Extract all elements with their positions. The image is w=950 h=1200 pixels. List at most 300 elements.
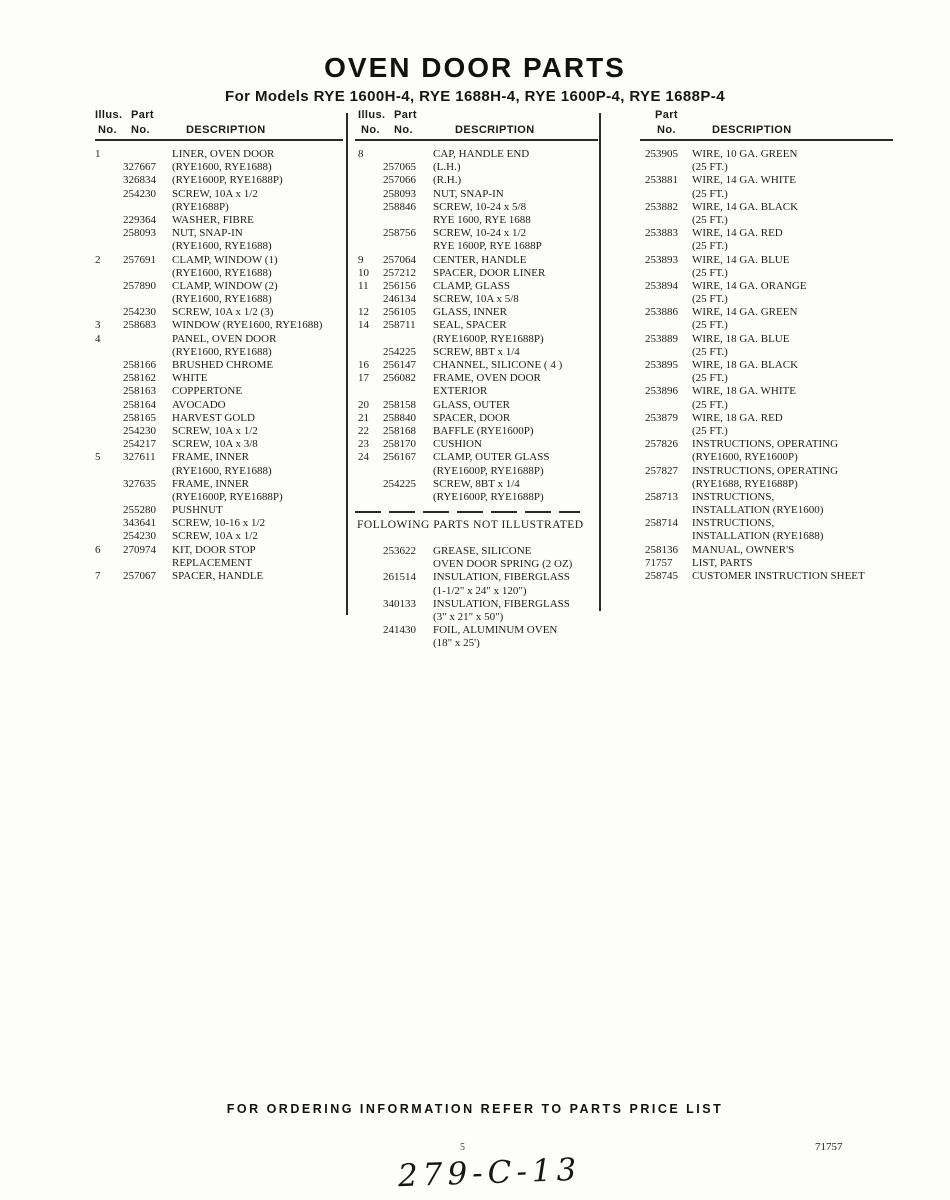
col2-header-rule [355,139,598,141]
parts-row [645,333,893,346]
illus-cell: 17 [358,372,369,385]
desc-cell: SCREW, 10A x 5/8 [433,293,519,306]
illus-cell: 11 [358,279,369,292]
illus-cell [95,517,123,530]
part-cell: 253882 [645,200,678,213]
desc-cell: GREASE, SILICONE [433,545,532,557]
desc-cell: GLASS, INNER [433,306,507,319]
illus-cell [358,333,383,346]
desc-cell: BRUSHED CHROME [172,359,274,371]
parts-row [95,425,345,438]
parts-row [645,306,893,319]
parts-row [95,319,345,332]
part-cell [645,425,692,438]
desc-cell: (3" x 21" x 50") [433,610,504,623]
parts-row [358,412,596,425]
illus-cell [95,201,123,214]
desc-cell: CENTER, HANDLE [433,253,527,266]
illus-cell [358,201,383,214]
part-cell: 258158 [383,398,416,411]
col1-description-label: DESCRIPTION [186,124,266,136]
part-cell [123,201,172,214]
part-cell: 254230 [123,424,156,437]
illus-cell [95,372,123,385]
part-cell [383,465,433,478]
parts-row [358,306,596,319]
parts-row [95,465,345,478]
desc-cell: (25 FT.) [692,424,728,437]
part-cell [645,319,692,332]
parts-row [645,214,893,227]
desc-cell: SCREW, 10-16 x 1/2 [172,517,266,530]
parts-row [358,624,596,637]
part-cell: 241430 [383,624,416,637]
desc-cell: NUT, SNAP-IN [172,227,243,240]
part-cell: 257065 [383,161,416,174]
illus-cell [95,346,123,359]
page-subtitle: For Models RYE 1600H-4, RYE 1688H-4, RYE 1600P-4, RYE 1688P-4 [225,88,725,105]
desc-cell: SCREW, 10A x 1/2 (3) [172,306,274,319]
parts-row [645,174,893,187]
part-cell: 258713 [645,490,678,503]
illus-cell [358,188,383,201]
parts-row [645,201,893,214]
parts-row [645,148,893,161]
illus-cell [358,465,383,478]
desc-cell: PUSHNUT [172,504,223,517]
illus-cell [358,214,383,227]
desc-cell: INSULATION, FIBERGLASS [433,571,570,584]
parts-row [95,530,345,543]
part-cell [383,385,433,398]
part-cell: 258166 [123,359,156,371]
parts-row [358,451,596,464]
illus-cell: 7 [95,570,101,582]
part-cell: 254230 [123,187,156,200]
parts-row [358,346,596,359]
desc-cell: WIRE, 18 GA. WHITE [692,385,796,398]
desc-cell: (25 FT.) [692,213,728,226]
parts-row [645,359,893,372]
illus-cell [358,611,383,624]
part-cell: 255280 [123,504,156,517]
desc-cell: (25 FT.) [692,319,728,332]
part-cell: 258683 [123,319,156,332]
illus-cell [95,306,123,319]
parts-row [358,585,596,598]
desc-cell: (RYE1688, RYE1688P) [692,477,798,490]
col3-part-label: Part [655,109,678,121]
illus-cell [95,504,123,517]
illus-cell [95,227,123,240]
illus-cell [358,385,383,398]
parts-row [95,570,345,583]
desc-cell: (25 FT.) [692,240,728,253]
parts-row [358,359,596,372]
parts-row [645,254,893,267]
desc-cell: SCREW, 10-24 x 5/8 [433,200,527,213]
part-cell: 326834 [123,174,156,187]
part-cell: 327667 [123,161,156,174]
parts-row [358,399,596,412]
parts-row [358,465,596,478]
col2-part-label: Part [394,109,417,121]
desc-cell: (25 FT.) [692,187,728,200]
desc-cell: LIST, PARTS [692,556,753,569]
illus-cell [358,174,383,187]
desc-cell: INSTRUCTIONS, [692,517,775,530]
not-illustrated-divider [355,511,580,513]
part-cell: 258840 [383,411,416,424]
desc-cell: (RYE1600, RYE1688) [172,464,272,477]
part-cell [123,491,172,504]
desc-cell: (RYE1688P) [172,200,229,213]
part-cell [645,346,692,359]
part-cell [645,188,692,201]
illus-cell [358,624,383,637]
part-cell [123,267,172,280]
col2-description-label: DESCRIPTION [455,124,535,136]
part-cell: 253905 [645,148,678,160]
part-cell [383,214,433,227]
part-cell: 258093 [383,187,416,200]
column1-rows [95,148,345,583]
parts-row [95,148,345,161]
desc-cell: WIRE, 14 GA. BLUE [692,253,790,266]
parts-row [358,611,596,624]
parts-row [95,491,345,504]
desc-cell: CUSHION [433,438,482,451]
parts-row [645,557,893,570]
parts-row [95,227,345,240]
parts-row [95,517,345,530]
part-cell [383,148,433,161]
desc-cell: CUSTOMER INSTRUCTION SHEET [692,570,865,582]
part-cell [645,451,692,464]
parts-row [645,544,893,557]
desc-cell: CAP, HANDLE END [433,148,530,160]
desc-cell: SCREW, 10A x 1/2 [172,424,258,437]
desc-cell: (RYE1600P, RYE1688P) [172,174,283,187]
parts-row [645,385,893,398]
part-cell: 327635 [123,477,156,490]
parts-row [358,491,596,504]
part-cell: 343641 [123,517,156,530]
part-cell: 256082 [383,372,416,385]
part-cell: 258163 [123,385,156,398]
desc-cell: (25 FT.) [692,372,728,385]
parts-row [358,425,596,438]
parts-row [645,240,893,253]
part-cell: 253895 [645,359,678,371]
page-number: 5 [460,1142,465,1153]
parts-row [95,267,345,280]
desc-cell: (RYE1600, RYE1688) [172,266,272,279]
parts-row [358,333,596,346]
illus-cell: 8 [358,148,364,160]
desc-cell: INSULATION, FIBERGLASS [433,597,570,610]
desc-cell: FRAME, INNER [172,477,250,490]
parts-row [645,451,893,464]
desc-cell: WIRE, 14 GA. RED [692,227,783,240]
col1-header-rule [95,139,343,141]
illus-cell [95,530,123,543]
part-cell [645,504,692,517]
illus-cell: 4 [95,332,101,345]
desc-cell: (RYE1600, RYE1688) [172,240,272,253]
illus-cell [358,346,383,359]
column-divider-left [346,113,348,615]
parts-row [358,293,596,306]
desc-cell: SCREW, 10A x 3/8 [172,438,258,451]
desc-cell: WIRE, 14 GA. BLACK [692,200,799,213]
desc-cell: RYE 1600P, RYE 1688P [433,240,542,253]
desc-cell: WIRE, 18 GA. BLACK [692,359,799,371]
desc-cell: KIT, DOOR STOP [172,543,256,556]
parts-row [95,333,345,346]
part-cell [123,148,172,161]
parts-row [645,530,893,543]
desc-cell: CLAMP, WINDOW (1) [172,253,278,266]
desc-cell: CHANNEL, SILICONE ( 4 ) [433,359,563,371]
parts-row [95,359,345,372]
part-cell [123,333,172,346]
col2-illus-label: Illus. [358,109,386,121]
part-cell: 258164 [123,398,156,411]
desc-cell: INSTRUCTIONS, OPERATING [692,464,839,477]
part-cell [645,478,692,491]
parts-row [645,478,893,491]
desc-cell: CLAMP, OUTER GLASS [433,451,550,464]
parts-row [95,293,345,306]
parts-row [95,240,345,253]
desc-cell: (R.H.) [433,174,462,187]
desc-cell: (RYE1600, RYE1688) [172,161,272,174]
col1-no-label: No. [98,124,117,136]
desc-cell: (RYE1600P, RYE1688P) [433,490,544,503]
desc-cell: SCREW, 10A x 1/2 [172,187,258,200]
part-cell [645,214,692,227]
desc-cell: NUT, SNAP-IN [433,187,504,200]
part-cell: 229364 [123,213,156,226]
parts-row [645,491,893,504]
parts-row [645,280,893,293]
part-cell: 257827 [645,464,678,477]
part-cell: 253896 [645,385,678,398]
col3-description-label: DESCRIPTION [712,124,792,136]
part-cell: 257890 [123,279,156,292]
part-cell [123,465,172,478]
part-cell [383,240,433,253]
parts-row [645,438,893,451]
illus-cell [358,240,383,253]
illus-cell: 23 [358,438,369,451]
doc-number: 71757 [815,1141,843,1153]
illus-cell [95,425,123,438]
desc-cell: (25 FT.) [692,293,728,306]
parts-row [95,188,345,201]
desc-cell: AVOCADO [172,398,226,411]
parts-row [95,174,345,187]
part-cell: 257212 [383,266,416,279]
part-cell: 258745 [645,570,678,582]
parts-row [645,504,893,517]
desc-cell: MANUAL, OWNER'S [692,543,795,556]
part-cell: 258170 [383,438,416,451]
parts-row [358,558,596,571]
illus-cell: 5 [95,451,101,464]
illus-cell: 22 [358,424,369,437]
desc-cell: SCREW, 10A x 1/2 [172,530,258,543]
desc-cell: GLASS, OUTER [433,398,511,411]
illus-cell [358,545,383,558]
illus-cell [95,385,123,398]
desc-cell: (25 FT.) [692,398,728,411]
illus-cell: 21 [358,411,369,424]
part-cell: 257064 [383,253,416,266]
desc-cell: (L.H.) [433,161,461,174]
part-cell: 257066 [383,174,416,187]
illus-cell [95,478,123,491]
parts-row [358,174,596,187]
part-cell: 261514 [383,571,416,584]
illus-cell [95,412,123,425]
part-cell [383,611,433,624]
parts-row [645,188,893,201]
desc-cell: REPLACEMENT [172,556,253,569]
illus-cell: 12 [358,306,369,319]
part-cell [123,293,172,306]
part-cell: 254230 [123,530,156,543]
illus-cell [95,491,123,504]
part-cell: 257826 [645,438,678,451]
illus-cell [95,267,123,280]
desc-cell: SPACER, HANDLE [172,570,264,582]
illus-cell [358,637,383,650]
parts-row [645,161,893,174]
illus-cell: 3 [95,319,101,332]
part-cell [645,240,692,253]
illus-cell: 14 [358,319,369,332]
parts-row [358,372,596,385]
illus-cell [358,478,383,491]
parts-row [95,557,345,570]
desc-cell: WIRE, 18 GA. BLUE [692,332,790,345]
column3-rows [645,148,893,583]
desc-cell: SEAL, SPACER [433,319,507,332]
desc-cell: WIRE, 10 GA. GREEN [692,148,798,160]
illus-cell [95,188,123,201]
parts-row [95,306,345,319]
desc-cell: WIRE, 14 GA. WHITE [692,174,796,187]
desc-cell: WIRE, 14 GA. GREEN [692,306,798,319]
parts-row [645,267,893,280]
part-cell: 253881 [645,174,678,187]
desc-cell: RYE 1600, RYE 1688 [433,213,531,226]
col2-no-label: No. [394,124,413,136]
illus-cell [95,465,123,478]
parts-row [645,293,893,306]
col1-part-label: Part [131,109,154,121]
parts-row [645,517,893,530]
parts-row [645,425,893,438]
part-cell [645,267,692,280]
parts-row [358,280,596,293]
desc-cell: (RYE1600P, RYE1688P) [172,490,283,503]
illus-cell [95,280,123,293]
parts-row [358,188,596,201]
illus-cell: 20 [358,398,369,411]
parts-row [358,214,596,227]
parts-row [645,465,893,478]
parts-row [645,570,893,583]
illus-cell: 9 [358,253,364,266]
parts-row [95,214,345,227]
illus-cell [358,161,383,174]
illus-cell [95,399,123,412]
part-cell: 253886 [645,306,678,319]
parts-row [645,319,893,332]
desc-cell: SPACER, DOOR LINER [433,266,546,279]
desc-cell: HARVEST GOLD [172,411,255,424]
not-illustrated-rows [358,545,596,651]
illus-cell [95,174,123,187]
parts-row [645,412,893,425]
desc-cell: LINER, OVEN DOOR [172,148,275,160]
parts-row [95,346,345,359]
desc-cell: OVEN DOOR SPRING (2 OZ) [433,558,573,571]
parts-row [358,478,596,491]
part-cell: 258093 [123,227,156,240]
part-cell: 253622 [383,545,416,557]
illus-cell [95,438,123,451]
desc-cell: BAFFLE (RYE1600P) [433,424,534,437]
desc-cell: INSTRUCTIONS, OPERATING [692,438,839,451]
part-cell [123,557,172,570]
illus-cell: 10 [358,266,369,279]
column2-rows [358,148,596,504]
illus-cell [95,214,123,227]
part-cell: 254225 [383,345,416,358]
desc-cell: CLAMP, GLASS [433,279,511,292]
parts-row [95,412,345,425]
desc-cell: WHITE [172,372,208,385]
parts-row [95,478,345,491]
part-cell: 327611 [123,451,156,464]
part-cell: 257691 [123,253,156,266]
part-cell: 257067 [123,570,156,582]
part-cell: 253894 [645,279,678,292]
part-cell [383,558,433,571]
illus-cell: 16 [358,359,369,371]
desc-cell: (RYE1600, RYE1600P) [692,451,798,464]
parts-row [358,201,596,214]
illus-cell [358,558,383,571]
illus-cell [358,227,383,240]
part-cell: 254217 [123,438,156,451]
col1-illus-label: Illus. [95,109,123,121]
illus-cell [95,293,123,306]
part-cell: 256105 [383,306,416,319]
desc-cell: FRAME, OVEN DOOR [433,372,541,385]
column-divider-right [599,113,601,611]
illus-cell [95,161,123,174]
part-cell: 253879 [645,411,678,424]
parts-row [95,544,345,557]
parts-row [95,385,345,398]
part-cell: 340133 [383,597,416,610]
desc-cell: (18" x 25') [433,637,480,650]
